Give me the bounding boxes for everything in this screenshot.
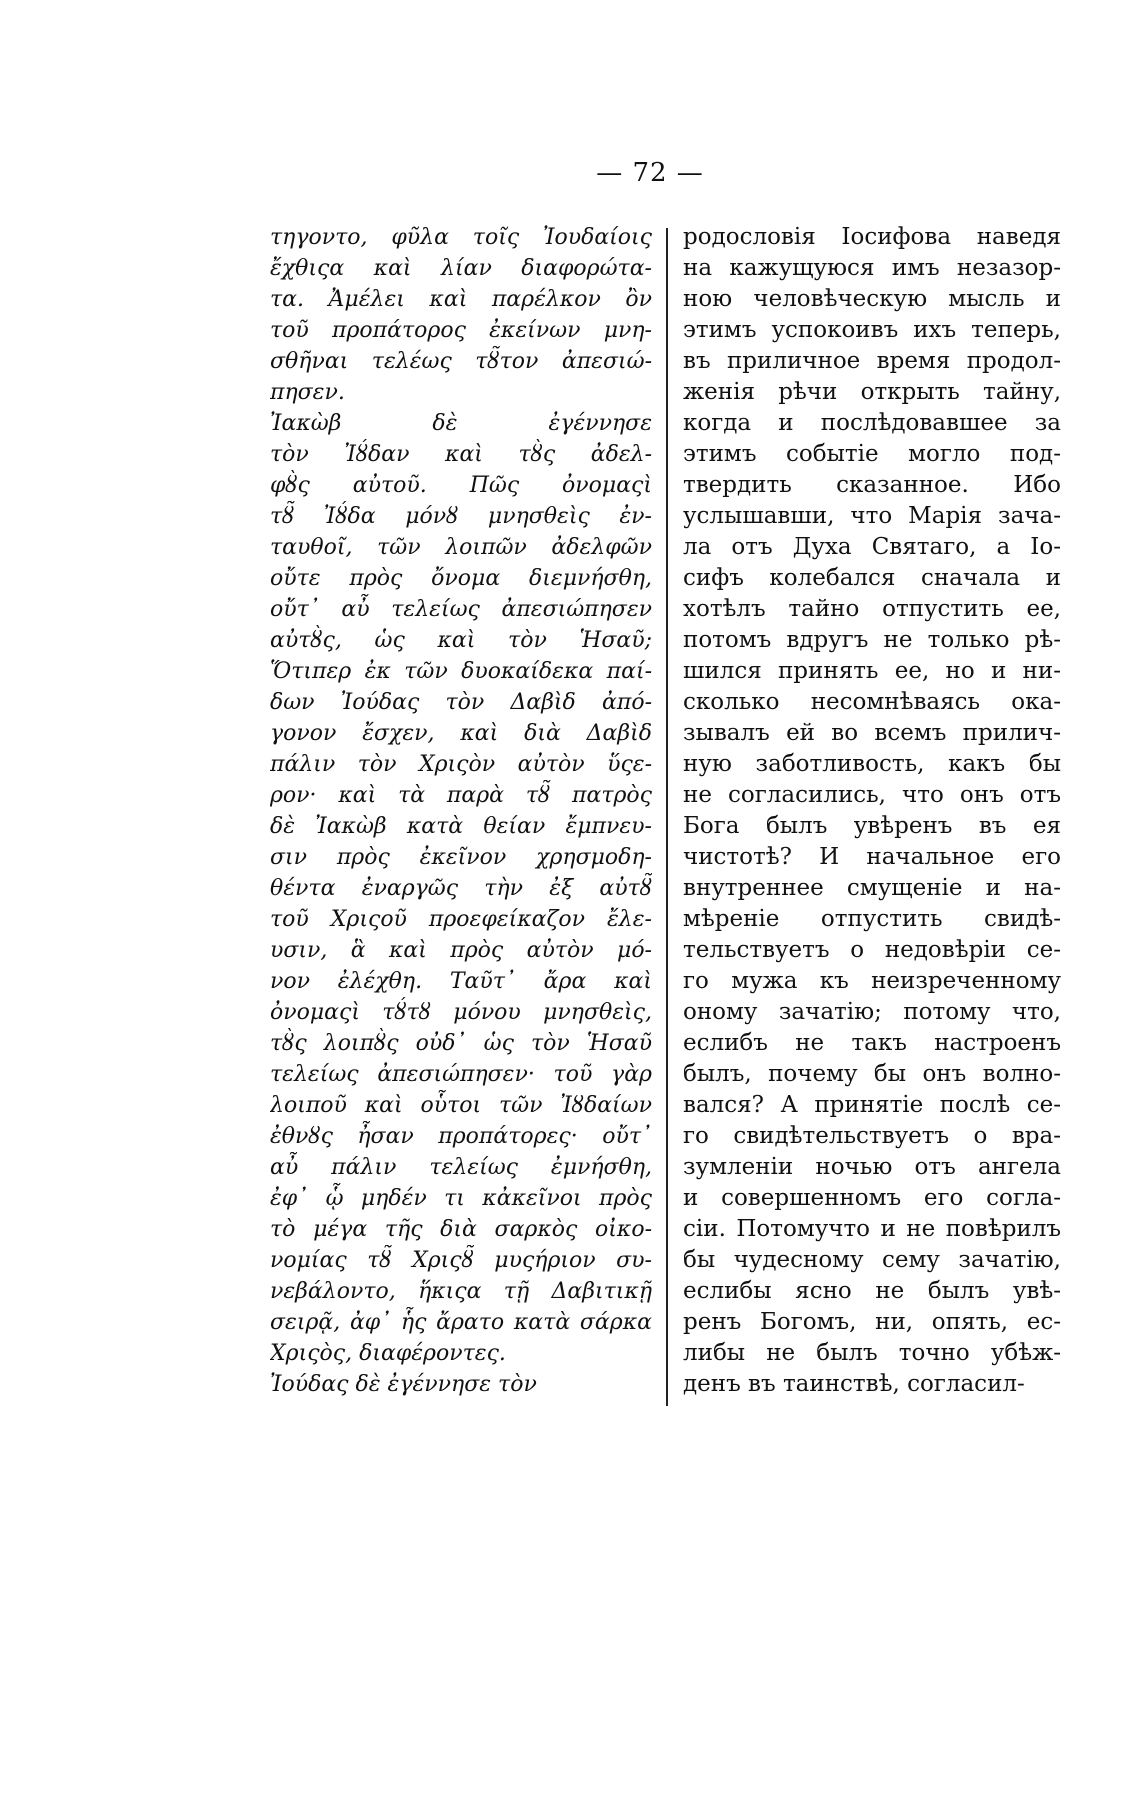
text-line: тельствуетъ о недовѣріи се-	[683, 937, 1061, 963]
text-line: сифъ колебался сначала и	[683, 565, 1061, 591]
text-line: въ приличное время продол-	[683, 348, 1061, 374]
text-line: δὲ Ἰακὼβ κατὰ θείαν ἔμπνευ-	[270, 814, 652, 839]
text-line: родословія Іосифова наведя	[683, 224, 1061, 250]
text-line: ἐφ᾽ ᾧ μηδέν τι κἀκεῖνοι πρὸς	[270, 1186, 652, 1211]
text-line: этимъ событіе могло под-	[683, 441, 1061, 467]
text-line: ταυθοῖ, τῶν λοιπῶν ἀδελφῶν	[270, 535, 652, 560]
text-line: шился принять ее, но и ни-	[683, 658, 1061, 684]
text-line: мѣреніе отпустить свидѣ-	[683, 906, 1061, 932]
text-line: ὀνομαςὶ τȣ́τȣ μόνου μνησθεὶς,	[270, 1000, 652, 1025]
text-line: τȣ̀ς λοιπȣ̀ς οὐδ᾽ ὡς τὸν Ἡσαῦ	[270, 1031, 652, 1056]
text-line: сіи. Потомучто и не повѣрилъ	[683, 1216, 1061, 1242]
text-line: τοῦ Χριςοῦ προεφείκαζον ἔλε-	[270, 907, 652, 932]
text-line: го свидѣтельствуетъ о вра-	[683, 1123, 1061, 1149]
text-line: когда и послѣдовавшее за	[683, 410, 1061, 436]
text-line: былъ, почему бы онъ волно-	[683, 1061, 1061, 1087]
text-line: потомъ вдругъ не только рѣ-	[683, 627, 1061, 653]
text-line: зывалъ ей во всемъ прилич-	[683, 720, 1061, 746]
page-number: — 72 —	[596, 158, 704, 188]
text-line: Χριςὸς, διαφέροντες.	[270, 1341, 506, 1366]
text-line: ла отъ Духа Святаго, а Іо-	[683, 534, 1061, 560]
text-line: ренъ Богомъ, ни, опять, ес-	[683, 1309, 1061, 1335]
text-line: ною человѣческую мысль и	[683, 286, 1061, 312]
text-line: и совершенномъ его согла-	[683, 1185, 1061, 1211]
text-line: νεβάλοντο, ἥκιςα τῇ Δαβιτικῇ	[270, 1279, 652, 1304]
text-line: бы чудесному сему зачатію,	[683, 1247, 1061, 1273]
text-line: θέντα ἐναργῶς τὴν ἐξ αὐτȣ̃	[270, 876, 652, 901]
column-divider	[666, 228, 668, 1406]
text-line: Ἰούδας δὲ ἐγέννησε τὸν	[270, 1372, 537, 1397]
text-line: αὖ πάλιν τελείως ἐμνήσθη,	[270, 1155, 652, 1180]
text-line: этимъ успокоивъ ихъ теперь,	[683, 317, 1061, 343]
text-line: не согласились, что онъ отъ	[683, 782, 1061, 808]
text-line: τοῦ προπάτορος ἐκείνων μνη-	[270, 318, 652, 343]
text-line: Ἰακὼβ δὲ ἐγέννησε	[270, 411, 652, 436]
text-line: νομίας τȣ̃ Χριςȣ̃ μυςήριον συ-	[270, 1248, 652, 1273]
text-line: τηγοντο, φῦλα τοῖς Ἰουδαίοις	[270, 225, 652, 250]
text-line: τα. Ἀμέλει καὶ παρέλκον ὂν	[270, 287, 652, 312]
text-line: оному зачатію; потому что,	[683, 999, 1061, 1025]
text-line: на кажущуюся имъ незазор-	[683, 255, 1061, 281]
text-line: чистотѣ? И начальное его	[683, 844, 1061, 870]
text-line: денъ въ таинствѣ, согласил-	[683, 1371, 1025, 1397]
text-line: ἔχθιςα καὶ λίαν διαφορώτα-	[270, 256, 652, 281]
text-line: πησεν.	[270, 380, 345, 405]
text-line: τὸν Ἰȣ́δαν καὶ τȣ̀ς ἀδελ-	[270, 442, 652, 467]
text-line: либы не былъ точно убѣж-	[683, 1340, 1061, 1366]
text-line: σιν πρὸς ἐκεῖνον χρησμοδη-	[270, 845, 652, 870]
text-line: λοιποῦ καὶ οὗτοι τῶν Ἰȣδαίων	[270, 1093, 652, 1118]
text-line: τελείως ἀπεσιώπησεν· τοῦ γὰρ	[270, 1062, 652, 1087]
text-line: вался? А принятіе послѣ се-	[683, 1092, 1061, 1118]
text-line: σθῆναι τελέως τȣ̃τον ἀπεσιώ-	[270, 349, 652, 374]
text-line: хотѣлъ тайно отпустить ее,	[683, 596, 1061, 622]
text-line: ную заботливость, какъ бы	[683, 751, 1061, 777]
text-line: πάλιν τὸν Χριςὸν αὐτὸν ὕςε-	[270, 752, 652, 777]
text-line: υσιν, ἃ καὶ πρὸς αὐτὸν μό-	[270, 938, 652, 963]
text-line: γονον ἔσχεν, καὶ διὰ Δαβὶδ	[270, 721, 652, 746]
text-line: σειρᾷ, ἀφ᾽ ἧς ἄρατο κατὰ σάρκα	[270, 1310, 652, 1335]
text-line: ρον· καὶ τὰ παρὰ τȣ̃ πατρὸς	[270, 783, 652, 808]
text-line: αὐτȣ̀ς, ὡς καὶ τὸν Ἡσαῦ;	[270, 628, 652, 653]
text-line: τὸ μέγα τῆς διὰ σαρκὸς οἰκο-	[270, 1217, 652, 1242]
text-line: еслибъ не такъ настроенъ	[683, 1030, 1061, 1056]
russian-column	[683, 222, 1061, 1400]
text-line: τȣ̃ Ἰȣ́δα μόνȣ μνησθεὶς ἐν-	[270, 504, 652, 529]
text-line: Ὅτιπερ ἐκ τῶν δυοκαίδεκα παί-	[270, 659, 652, 684]
text-line: услышавши, что Марія зача-	[683, 503, 1061, 529]
text-line: го мужа къ неизреченному	[683, 968, 1061, 994]
text-line: ἐθνȣς ἦσαν προπάτορες· οὔτ᾽	[270, 1124, 652, 1149]
text-line: сколько несомнѣваясь ока-	[683, 689, 1061, 715]
text-line: зумленіи ночью отъ ангела	[683, 1154, 1061, 1180]
text-line: твердить сказанное. Ибо	[683, 472, 1061, 498]
text-line: δων Ἰούδας τὸν Δαβὶδ ἀπό-	[270, 690, 652, 715]
text-line: φȣ̀ς αὐτοῦ. Πῶς ὀνομαςὶ	[270, 473, 652, 498]
text-line: οὔτε πρὸς ὄνομα διεμνήσθη,	[270, 566, 652, 591]
greek-column	[270, 222, 652, 1400]
text-line: οὔτ᾽ αὖ τελείως ἀπεσιώπησεν	[270, 597, 652, 622]
text-line: νον ἐλέχθη. Ταῦτ᾽ ἄρα καὶ	[270, 969, 652, 994]
text-line: Бога былъ увѣренъ въ ея	[683, 813, 1061, 839]
text-line: еслибы ясно не былъ увѣ-	[683, 1278, 1061, 1304]
text-line: женія рѣчи открыть тайну,	[683, 379, 1061, 405]
text-line: внутреннее смущеніе и на-	[683, 875, 1061, 901]
